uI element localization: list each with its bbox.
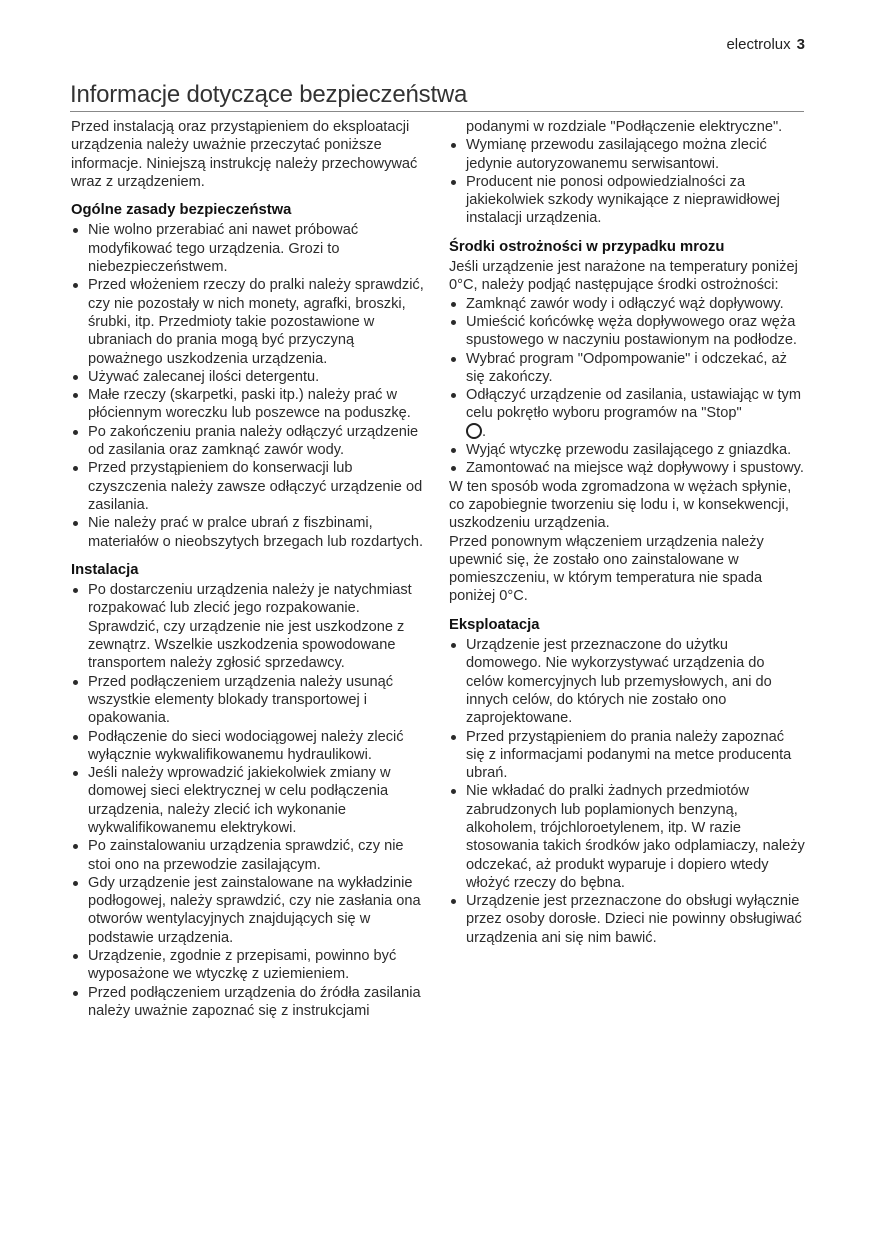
stop-circle-icon (466, 423, 482, 439)
list-item: Przed przystąpieniem do konserwacji lub czyszczenia należy zawsze odłączyć urządzenie od zasilania. (71, 459, 428, 514)
list-item: Przed podłączeniem urządzenia należy usunąć wszystkie elementy blokady transportowej i opakowania. (71, 673, 428, 728)
list-item: Wymianę przewodu zasilającego można zlecić jedynie autoryzowanemu serwisantowi. (449, 136, 805, 173)
general-safety-heading: Ogólne zasady bezpieczeństwa (71, 202, 292, 219)
usage-list (449, 636, 805, 947)
list-item: Podłączenie do sieci wodociągowej należy zlecić wyłącznie wykwalifikowanemu hydraulikowi. (71, 728, 428, 765)
list-item: Przed przystąpieniem do prania należy zapoznać się z informacjami podanymi na metce producenta ubrań. (449, 728, 805, 783)
list-item: Urządzenie jest przeznaczone do użytku domowego. Nie wykorzystywać urządzenia do celów komercyjnych lub przemysłowych, ani do innych celów, do których nie zostało ono zaprojektowane. (449, 636, 805, 727)
list-item: Nie wkładać do pralki żadnych przedmiotów zabrudzonych lub poplamionych benzyną, alkoholem, trójchloroetylenem, itp. W razie stosowania takich środków jako odplamiaczy, należy odczekać, aż produkt wyparuje i dopiero wtedy włożyć rzeczy do bębna. (449, 782, 805, 892)
frost-list (449, 295, 805, 478)
installation-list-continued (449, 136, 805, 227)
page-header (726, 36, 805, 53)
frost-heading: Środki ostrożności w przypadku mrozu (449, 238, 725, 255)
list-item: Małe rzeczy (skarpetki, paski itp.) należy prać w płóciennym woreczku lub poszewce na poduszkę. (71, 386, 428, 423)
list-item: Producent nie ponosi odpowiedzialności za jakiekolwiek szkody wynikające z nieprawidłowej instalacji urządzenia. (449, 173, 805, 228)
list-item: Nie wolno przerabiać ani nawet próbować modyfikować tego urządzenia. Grozi to niebezpieczeństwem. (71, 221, 428, 276)
intro-paragraph: Przed instalacją oraz przystąpieniem do eksploatacji urządzenia należy uważnie przeczytać poniższe informacje. Niniejszą instrukcję należy przechowywać wraz z urządzeniem. (71, 119, 418, 190)
page-title: Informacje dotyczące bezpieczeństwa (70, 81, 804, 112)
frost-outro-1: W ten sposób woda zgromadzona w wężach spłynie, co zapobiegnie tworzeniu się lodu i, w konsekwencji, uszkodzeniu urządzenia. (449, 478, 792, 532)
list-item: Używać zalecanej ilości detergentu. (71, 368, 428, 386)
list-item: Po zainstalowaniu urządzenia sprawdzić, czy nie stoi ono na przewodzie zasilającym. (71, 837, 428, 874)
stop-item-end: . (482, 423, 487, 440)
list-item: Nie należy prać w pralce ubrań z fiszbinami, materiałów o nieobszytych brzegach lub rozdartych. (71, 514, 428, 551)
list-item: Jeśli należy wprowadzić jakiekolwiek zmiany w domowej sieci elektrycznej w celu podłączenia urządzenia, należy zlecić ich wykonanie wykwalifikowanemu elektrykowi. (71, 764, 428, 837)
list-item: Urządzenie, zgodnie z przepisami, powinno być wyposażone we wtyczkę z uziemieniem. (71, 947, 428, 984)
list-item: Gdy urządzenie jest zainstalowane na wykładzinie podłogowej, należy sprawdzić, czy nie zasłania ona otworów wentylacyjnych znajdujących się w podstawie urządzenia. (71, 874, 428, 947)
list-item: Umieścić końcówkę węża dopływowego oraz węża spustowego w naczyniu postawionym na podłodze. (449, 313, 805, 350)
list-item: Wybrać program "Odpompowanie" i odczekać, aż się zakończy. (449, 350, 805, 387)
installation-list (71, 581, 428, 1020)
list-item: Zamontować na miejsce wąż dopływowy i spustowy. (449, 459, 805, 477)
frost-intro: Jeśli urządzenie jest narażone na temperatury poniżej 0°C, należy podjąć następujące środki ostrożności: (449, 259, 798, 294)
usage-heading: Eksploatacja (449, 616, 540, 633)
frost-outro-2: Przed ponownym włączeniem urządzenia należy upewnić się, że zostało ono zainstalowane w pomieszczeniu, w którym temperatura nie spada poniżej 0°C. (449, 533, 764, 605)
page-number: 3 (796, 36, 805, 53)
list-item: Po dostarczeniu urządzenia należy je natychmiast rozpakować lub zlecić jego rozpakowanie. Sprawdzić, czy urządzenie nie jest uszkodzone z zewnątrz. Wszelkie uszkodzenia spowodowane transportem należy zgłosić sprzedawcy. (71, 581, 428, 672)
list-item: Przed włożeniem rzeczy do pralki należy sprawdzić, czy nie pozostały w nich monety, agrafki, broszki, śrubki, itp. Przedmioty takie pozostawione w ubraniach do prania mogą być przyczyną poważnego uszkodzenia urządzenia. (71, 276, 428, 367)
list-item: Zamknąć zawór wody i odłączyć wąż dopływowy. (449, 295, 805, 313)
left-column (71, 118, 428, 1020)
list-item: Po zakończeniu prania należy odłączyć urządzenie od zasilania oraz zamknąć zawór wody. (71, 423, 428, 460)
right-column (449, 118, 805, 947)
installation-heading: Instalacja (71, 561, 139, 578)
list-item: Przed podłączeniem urządzenia do źródła zasilania należy uważnie zapoznać się z instrukcjami (71, 984, 428, 1021)
list-item-continuation: podanymi w rozdziale "Podłączenie elektryczne". (466, 119, 783, 135)
list-item: Urządzenie jest przeznaczone do obsługi wyłącznie przez osoby dorosłe. Dzieci nie powinny obsługiwać urządzenia ani się nim bawić. (449, 892, 805, 947)
stop-item-text: Odłączyć urządzenie od zasilania, ustawiając w tym celu pokrętło wyboru programów na "Stop" (466, 387, 801, 422)
list-item-stop (449, 386, 805, 441)
brand-name: electrolux (726, 36, 791, 53)
list-item: Wyjąć wtyczkę przewodu zasilającego z gniazdka. (449, 441, 805, 459)
general-safety-list (71, 221, 428, 550)
